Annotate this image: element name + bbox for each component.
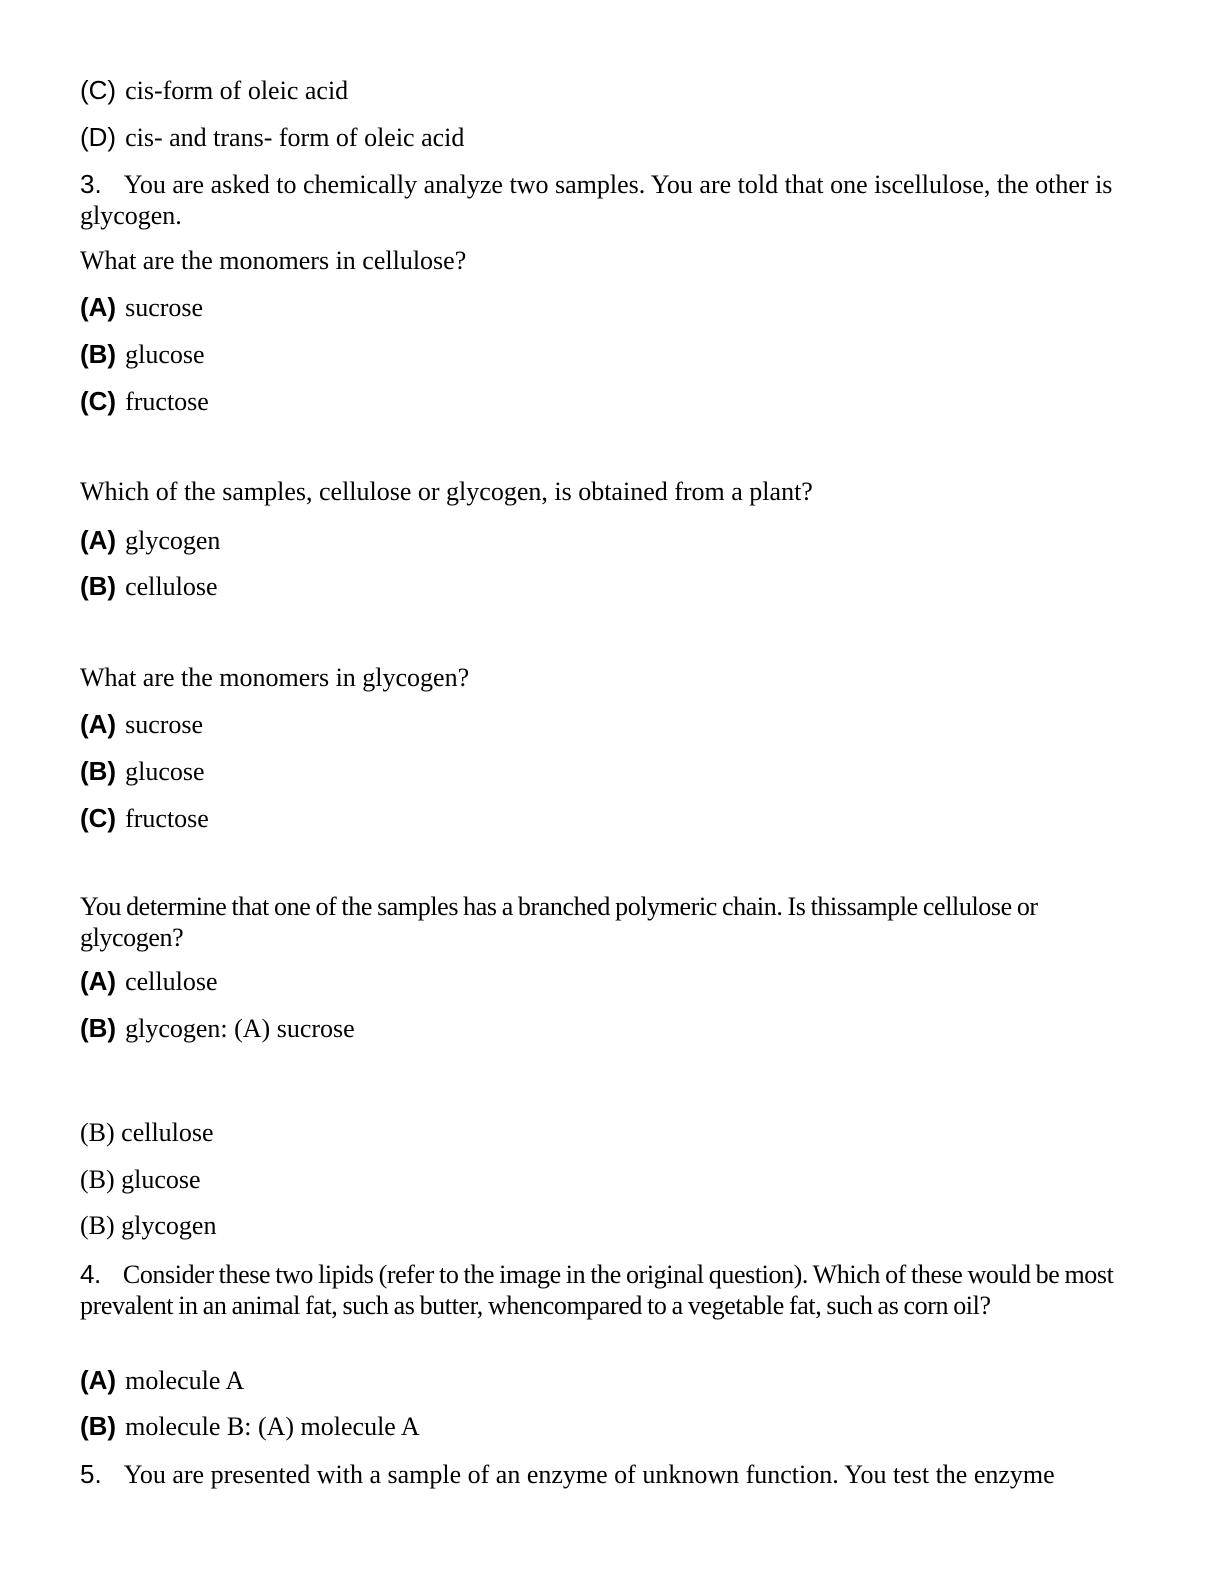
question-3-part-2-prompt: Which of the samples, cellulose or glycogen, is obtained from a plant?	[80, 477, 813, 506]
question-text: You are asked to chemically analyze two samples. You are told that one iscellulose, the other is glycogen.	[80, 170, 1113, 230]
option-q3p1-c[interactable]	[80, 386, 209, 417]
question-number: 5.	[80, 1459, 102, 1489]
option-text: molecule A	[125, 1366, 245, 1395]
option-label: (B)	[80, 339, 117, 369]
option-q3p1-b[interactable]	[80, 339, 205, 370]
option-label: (B)	[80, 1013, 117, 1043]
option-q4-a[interactable]	[80, 1365, 244, 1396]
question-3-part-4-prompt: You determine that one of the samples has a branched polymeric chain. Is thissample cellulose or glycogen?	[80, 892, 1038, 952]
answer-line: (B) glucose	[80, 1165, 201, 1194]
option-label: (A)	[80, 1365, 117, 1395]
question-text: Consider these two lipids (refer to the image in the original question). Which of these would be most prevalent in an animal fat, such as butter, whencompared to a vegetable fat, such as corn oil?	[80, 1260, 1114, 1320]
option-label: (B)	[80, 756, 117, 786]
option-label: (A)	[80, 709, 117, 739]
answer-line: (B) cellulose	[80, 1118, 214, 1147]
option-text: cis-form of oleic acid	[125, 76, 349, 105]
option-text: cellulose	[125, 572, 218, 601]
option-text: sucrose	[125, 293, 204, 322]
option-text: sucrose	[125, 710, 204, 739]
question-5-prompt	[80, 1459, 1055, 1490]
option-text: cis- and trans- form of oleic acid	[125, 123, 465, 152]
option-q3p4-b[interactable]	[80, 1013, 355, 1044]
option-text: glucose	[125, 340, 205, 369]
option-text: glycogen: (A) sucrose	[125, 1014, 355, 1043]
option-text: glycogen	[125, 526, 221, 555]
option-label: (B)	[80, 571, 117, 601]
question-text: You are presented with a sample of an enzyme of unknown function. You test the enzyme	[123, 1460, 1055, 1489]
option-q4-b[interactable]	[80, 1411, 420, 1442]
option-q3p4-a[interactable]	[80, 966, 218, 997]
option-label: (C)	[80, 386, 117, 416]
option-label: (A)	[80, 292, 117, 322]
option-q3p2-a[interactable]	[80, 525, 220, 556]
question-4-prompt	[80, 1259, 1130, 1321]
question-number: 3.	[80, 169, 102, 199]
answer-line: (B) glycogen	[80, 1211, 217, 1240]
option-label: (C)	[80, 75, 117, 105]
option-text: fructose	[125, 387, 209, 416]
option-q3p3-c[interactable]	[80, 803, 209, 834]
question-number: 4.	[80, 1259, 101, 1289]
option-q3p1-a[interactable]	[80, 292, 203, 323]
option-label: (B)	[80, 1411, 117, 1441]
option-q2-d[interactable]	[80, 122, 464, 153]
option-label: (A)	[80, 966, 117, 996]
option-label: (D)	[80, 122, 117, 152]
option-text: glucose	[125, 757, 205, 786]
option-label: (A)	[80, 525, 117, 555]
option-text: cellulose	[125, 967, 218, 996]
option-q2-c[interactable]	[80, 75, 348, 106]
question-3-intro	[80, 169, 1130, 231]
question-3-part-1-prompt: What are the monomers in cellulose?	[80, 246, 467, 275]
option-text: fructose	[125, 804, 209, 833]
option-q3p3-a[interactable]	[80, 709, 203, 740]
option-text: molecule B: (A) molecule A	[125, 1412, 420, 1441]
option-q3p2-b[interactable]	[80, 571, 218, 602]
option-label: (C)	[80, 803, 117, 833]
option-q3p3-b[interactable]	[80, 756, 205, 787]
question-3-part-3-prompt: What are the monomers in glycogen?	[80, 663, 470, 692]
